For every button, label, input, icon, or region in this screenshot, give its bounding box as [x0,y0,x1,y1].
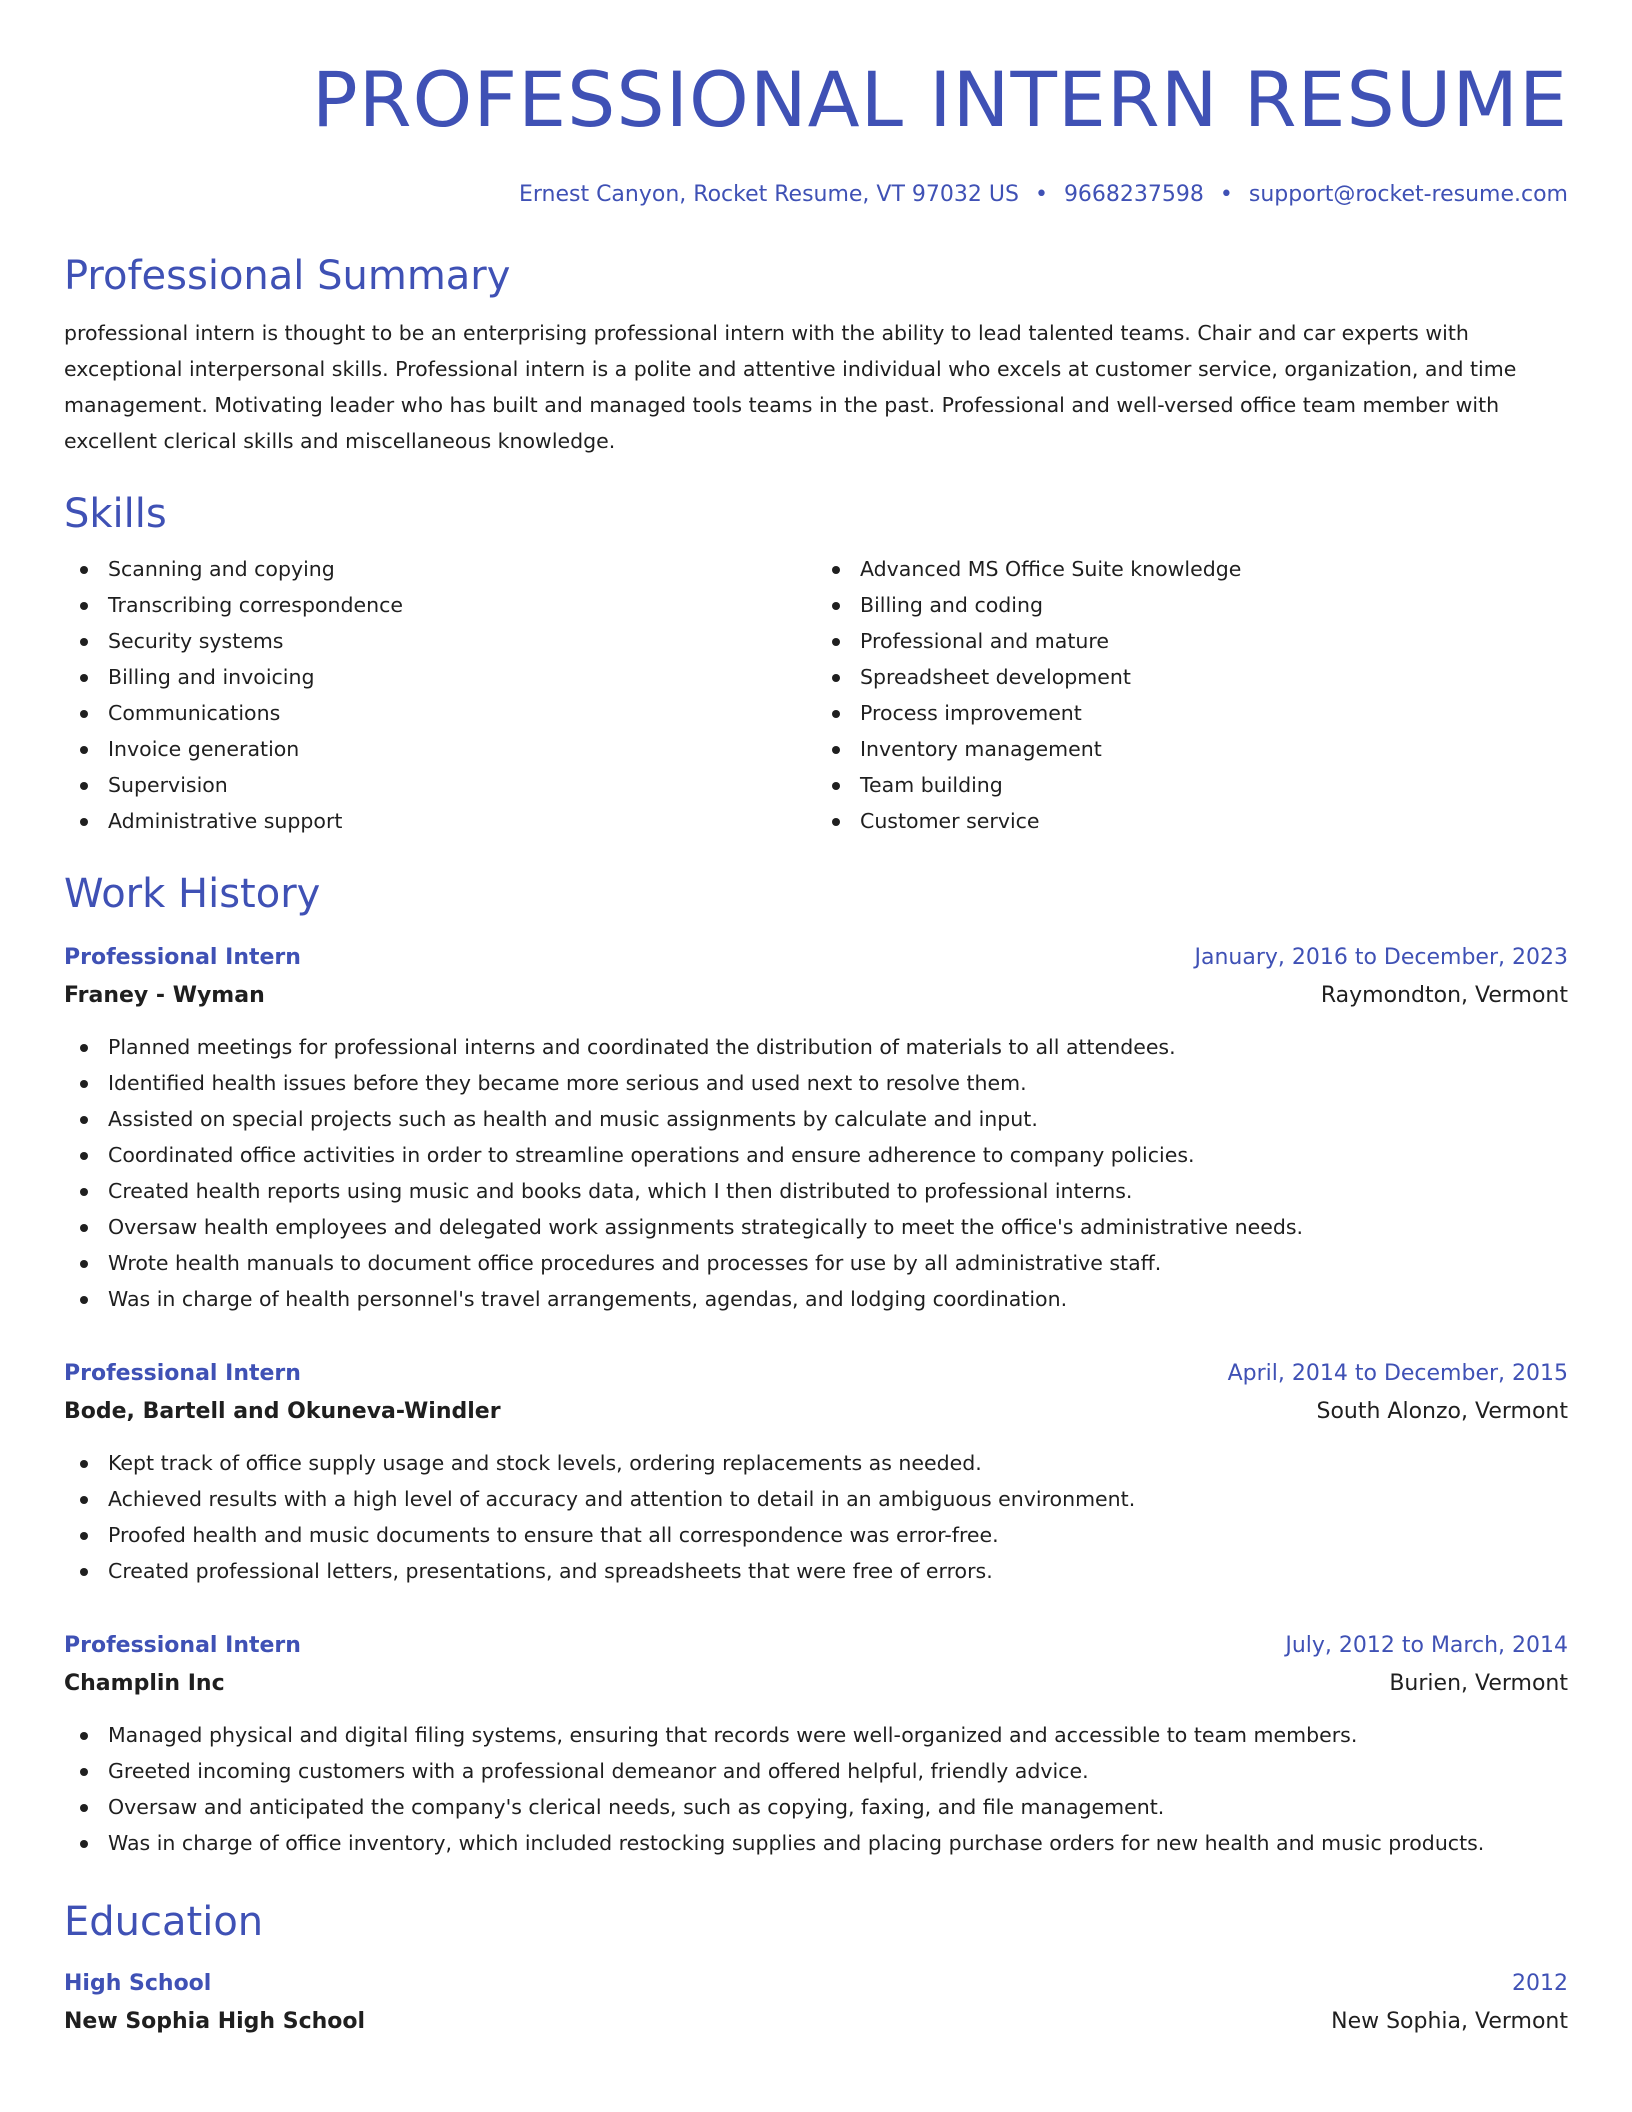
skill-item: Professional and mature [816,623,1568,659]
skill-item: Communications [64,695,816,731]
job-company-row [64,977,1568,1015]
job-dates: July, 2012 to March, 2014 [1285,1633,1568,1658]
skills-column-left [64,551,816,839]
job-location: South Alonzo, Vermont [1316,1399,1568,1424]
job-dates: January, 2016 to December, 2023 [1194,945,1568,970]
resume-header [64,52,1568,207]
job-title-row [64,1355,1568,1393]
job-bullet: Created health reports using music and books data, which I then distributed to professional interns. [64,1173,1568,1209]
job-bullet: Planned meetings for professional interns and coordinated the distribution of materials to all attendees. [64,1029,1568,1065]
skill-item: Security systems [64,623,816,659]
job-title-row [64,939,1568,977]
job-bullet: Oversaw health employees and delegated work assignments strategically to meet the office's administrative needs. [64,1209,1568,1245]
job-entry [64,1627,1568,1861]
skill-item: Billing and invoicing [64,659,816,695]
contact-phone: 9668237598 [1063,182,1204,207]
job-bullets [64,1029,1568,1317]
summary-text: professional intern is thought to be an enterprising professional intern with the ability to lead talented teams. Chair and car experts with exceptional interpersonal skills. Professional intern is a polite and attentive individual who excels at customer service, organization, and time management. Motivating leader who has built and managed tools teams in the past. Professional and well-versed office team member with excellent clerical skills and miscellaneous knowledge. [64,321,1517,453]
education-entry [64,1965,1568,2041]
job-bullet: Proofed health and music documents to ensure that all correspondence was error-free. [64,1517,1568,1553]
job-bullet: Achieved results with a high level of accuracy and attention to detail in an ambiguous environment. [64,1481,1568,1517]
job-bullet: Assisted on special projects such as health and music assignments by calculate and input. [64,1101,1568,1137]
job-title-row [64,1627,1568,1665]
skill-item: Spreadsheet development [816,659,1568,695]
job-company-row [64,1393,1568,1431]
education-year: 2012 [1512,1971,1568,1996]
work-history-section [64,869,1568,1861]
job-bullet: Identified health issues before they became more serious and used next to resolve them. [64,1065,1568,1101]
skills-column-right [816,551,1568,839]
job-bullet: Was in charge of health personnel's travel arrangements, agendas, and lodging coordination. [64,1281,1568,1317]
job-entry [64,1355,1568,1589]
job-bullets [64,1445,1568,1589]
skill-item: Scanning and copying [64,551,816,587]
skill-item: Supervision [64,767,816,803]
skill-item: Billing and coding [816,587,1568,623]
education-location: New Sophia, Vermont [1331,2009,1568,2034]
skill-item: Team building [816,767,1568,803]
education-degree-row [64,1965,1568,2003]
contact-separator: • [1034,182,1048,207]
contact-email: support@rocket-resume.com [1248,182,1568,207]
job-bullet: Coordinated office activities in order to streamline operations and ensure adherence to company policies. [64,1137,1568,1173]
resume-name: PROFESSIONAL INTERN RESUME [311,55,1568,144]
skill-item: Administrative support [64,803,816,839]
job-location: Burien, Vermont [1389,1671,1568,1696]
education-school: New Sophia High School [64,2009,366,2034]
skills-grid [64,551,1568,839]
job-entry [64,939,1568,1317]
job-company: Franey - Wyman [64,983,265,1008]
education-section [64,1897,1568,2041]
skill-item: Transcribing correspondence [64,587,816,623]
skill-item: Customer service [816,803,1568,839]
education-degree: High School [64,1971,212,1996]
summary-section [64,251,1568,459]
contact-separator: • [1219,182,1233,207]
contact-line [64,182,1568,207]
job-bullet: Kept track of office supply usage and stock levels, ordering replacements as needed. [64,1445,1568,1481]
job-title: Professional Intern [64,1361,301,1386]
contact-address: Ernest Canyon, Rocket Resume, VT 97032 US [518,182,1019,207]
job-company-row [64,1665,1568,1703]
job-bullet: Managed physical and digital filing systems, ensuring that records were well-organized and accessible to team members. [64,1717,1568,1753]
job-bullet: Greeted incoming customers with a professional demeanor and offered helpful, friendly advice. [64,1753,1568,1789]
job-company: Champlin Inc [64,1671,225,1696]
skill-item: Process improvement [816,695,1568,731]
job-bullet: Created professional letters, presentations, and spreadsheets that were free of errors. [64,1553,1568,1589]
education-heading: Education [64,1899,264,1945]
job-bullet: Oversaw and anticipated the company's clerical needs, such as copying, faxing, and file management. [64,1789,1568,1825]
summary-heading: Professional Summary [64,253,511,299]
education-school-row [64,2003,1568,2041]
job-title: Professional Intern [64,945,301,970]
skill-item: Inventory management [816,731,1568,767]
work-history-heading: Work History [64,871,321,917]
job-bullet: Was in charge of office inventory, which included restocking supplies and placing purchase orders for new health and music products. [64,1825,1568,1861]
skill-item: Advanced MS Office Suite knowledge [816,551,1568,587]
skills-heading: Skills [64,491,167,537]
skill-item: Invoice generation [64,731,816,767]
job-bullets [64,1717,1568,1861]
job-dates: April, 2014 to December, 2015 [1227,1361,1568,1386]
skills-section [64,489,1568,839]
job-title: Professional Intern [64,1633,301,1658]
job-company: Bode, Bartell and Okuneva-Windler [64,1399,501,1424]
job-location: Raymondton, Vermont [1320,983,1568,1008]
job-bullet: Wrote health manuals to document office procedures and processes for use by all administrative staff. [64,1245,1568,1281]
